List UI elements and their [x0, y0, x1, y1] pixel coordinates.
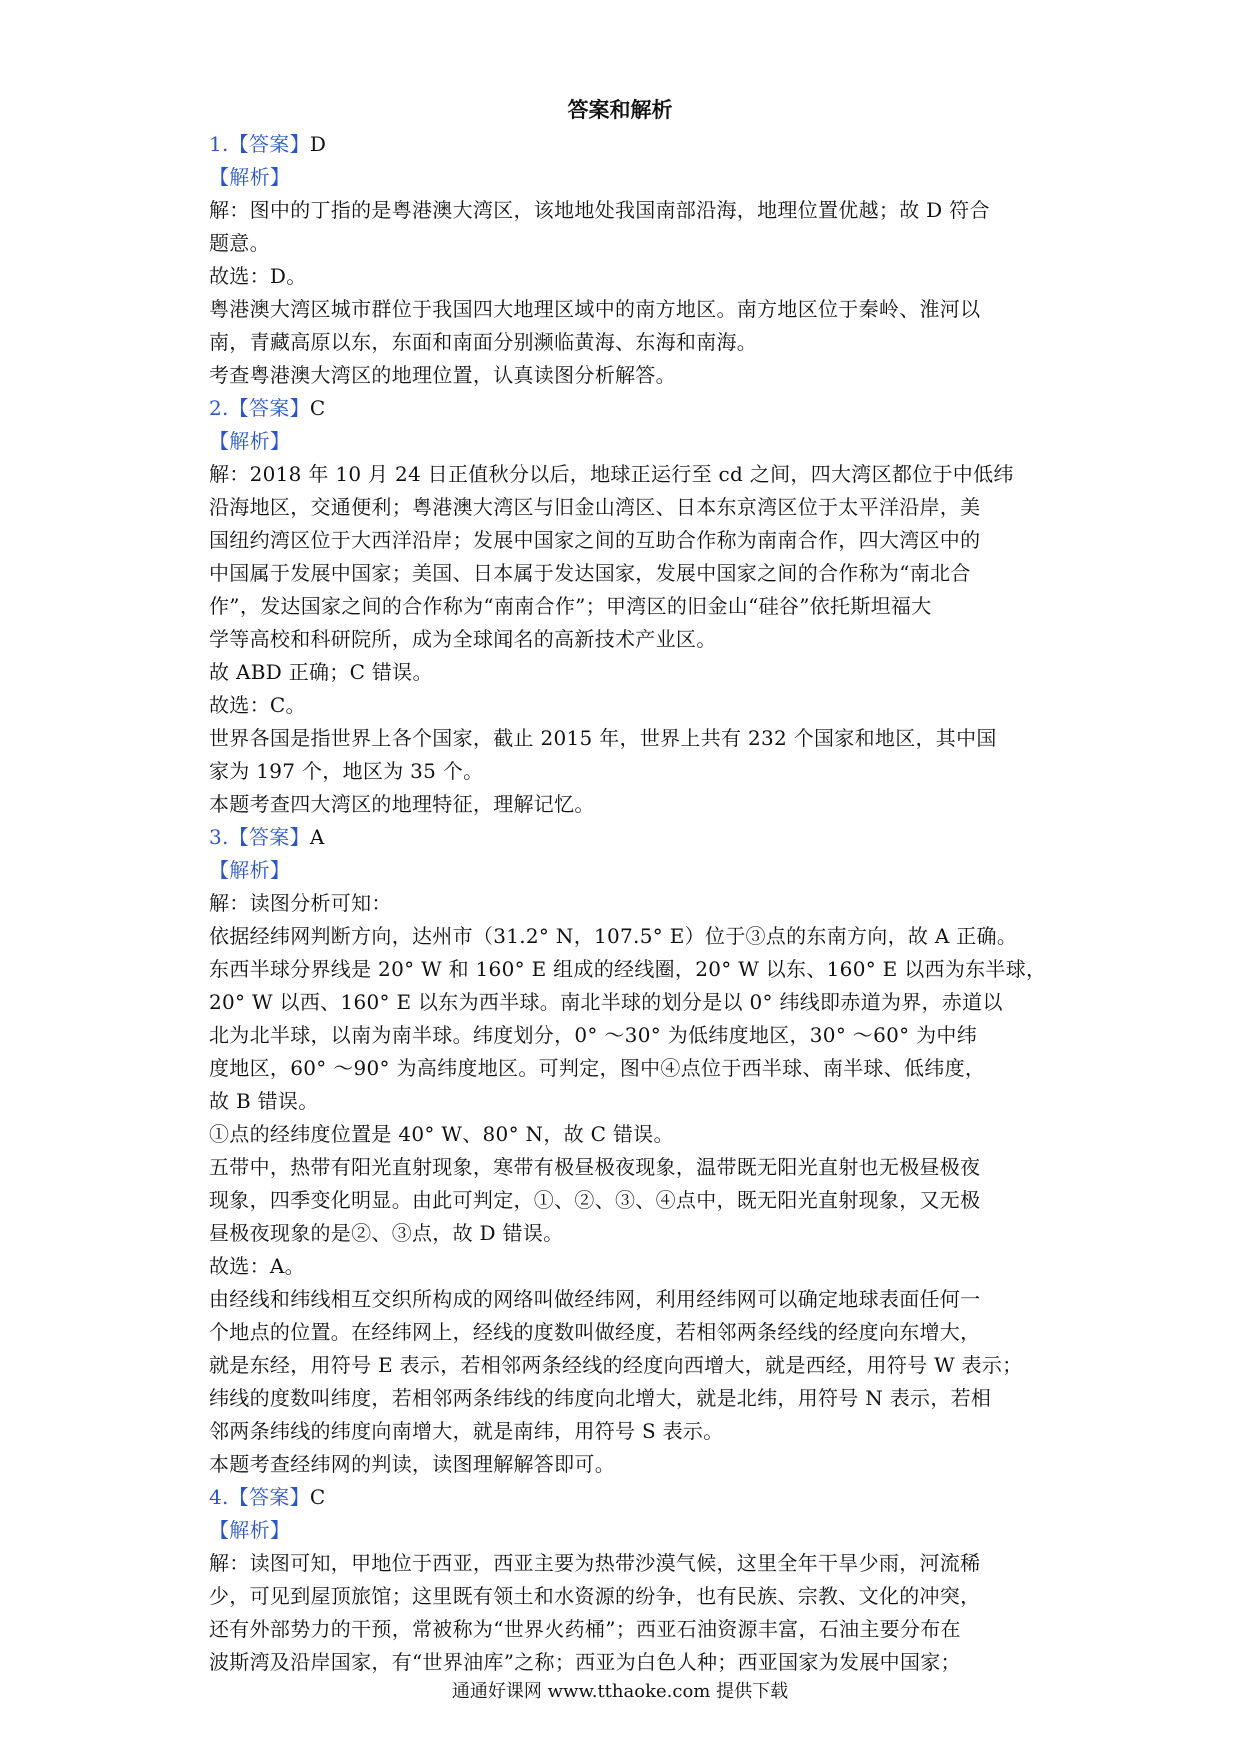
answer-content [209, 128, 1047, 1679]
text-line: 国纽约湾区位于大西洋沿岸；发展中国家之间的互助合作称为南南合作，四大湾区中的 [209, 528, 981, 552]
text-line: 中国属于发展中国家；美国、日本属于发达国家，发展中国家之间的合作称为“南北合 [209, 561, 971, 585]
text-line: 五带中，热带有阳光直射现象，寒带有极昼极夜现象，温带既无阳光直射也无极昼极夜 [209, 1155, 981, 1179]
footer-credit: 通通好课网 www.tthaoke.com 提供下载 [451, 1681, 789, 1702]
text-line: 纬线的度数叫纬度，若相邻两条纬线的纬度向北增大，就是北纬，用符号 N 表示，若相 [209, 1386, 992, 1410]
text-line: 作”，发达国家之间的合作称为“南南合作”；甲湾区的旧金山“硅谷”依托斯坦福大 [209, 594, 932, 618]
answer-line: 1.【答案】D [209, 132, 327, 156]
text-line: 20° W 以西、160° E 以东为西半球。南北半球的划分是以 0° 纬线即赤道为界，赤道以 [209, 990, 1003, 1014]
text-line: 本题考查四大湾区的地理特征，理解记忆。 [209, 792, 595, 816]
text-line: 度地区，60° ～90° 为高纬度地区。可判定，图中④点位于西半球、南半球、低纬度， [209, 1056, 986, 1080]
text-line: 南，青藏高原以东，东面和南面分别濒临黄海、东海和南海。 [209, 330, 758, 354]
text-line: 学等高校和科研院所，成为全球闻名的高新技术产业区。 [209, 627, 717, 651]
answer-line: 2.【答案】C [209, 396, 326, 420]
text-line: 解：2018 年 10 月 24 日正值秋分以后，地球正运行至 cd 之间，四大湾区都位于中低纬 [209, 462, 1014, 486]
page-title: 答案和解析 [567, 97, 673, 122]
analysis-label: 【解析】 [209, 1518, 291, 1542]
text-line: 题意。 [209, 231, 270, 255]
analysis-label: 【解析】 [209, 858, 291, 882]
text-line: 故 ABD 正确；C 错误。 [209, 660, 433, 684]
text-line: 故选：C。 [209, 693, 306, 717]
text-line: 东西半球分界线是 20° W 和 160° E 组成的经线圈，20° W 以东、160° E 以西为东半球， [209, 957, 1047, 981]
text-line: 解：读图分析可知： [209, 891, 392, 915]
answer-line: 3.【答案】A [209, 825, 325, 849]
text-line: 依据经纬网判断方向，达州市（31.2° N，107.5° E）位于③点的东南方向，故 A 正确。 [209, 924, 1018, 948]
text-line: 粤港澳大湾区城市群位于我国四大地理区域中的南方地区。南方地区位于秦岭、淮河以 [209, 297, 981, 321]
text-line: 世界各国是指世界上各个国家，截止 2015 年，世界上共有 232 个国家和地区，其中国 [209, 726, 997, 750]
text-line: 故选：A。 [209, 1254, 305, 1278]
answer-line: 4.【答案】C [209, 1485, 326, 1509]
text-line: 就是东经，用符号 E 表示，若相邻两条经线的经度向西增大，就是西经，用符号 W 表示； [209, 1353, 1023, 1377]
text-line: 个地点的位置。在经纬网上，经线的度数叫做经度，若相邻两条经线的经度向东增大， [209, 1320, 981, 1344]
text-line: 沿海地区，交通便利；粤港澳大湾区与旧金山湾区、日本东京湾区位于太平洋沿岸，美 [209, 495, 981, 519]
text-line: 少，可见到屋顶旅馆；这里既有领土和水资源的纷争，也有民族、宗教、文化的冲突， [209, 1584, 981, 1608]
text-line: 现象，四季变化明显。由此可判定，①、②、③、④点中，既无阳光直射现象，又无极 [209, 1188, 981, 1212]
text-line: 波斯湾及沿岸国家，有“世界油库”之称；西亚为白色人种；西亚国家为发展中国家； [209, 1650, 961, 1674]
text-line: 昼极夜现象的是②、③点，故 D 错误。 [209, 1221, 564, 1245]
text-line: 由经线和纬线相互交织所构成的网络叫做经纬网，利用经纬网可以确定地球表面任何一 [209, 1287, 981, 1311]
text-line: 北为北半球，以南为南半球。纬度划分，0° ～30° 为低纬度地区，30° ～60° 为中纬 [209, 1023, 978, 1047]
text-line: 考查粤港澳大湾区的地理位置，认真读图分析解答。 [209, 363, 676, 387]
text-line: 本题考查经纬网的判读，读图理解解答即可。 [209, 1452, 615, 1476]
text-line: 家为 197 个，地区为 35 个。 [209, 759, 484, 783]
text-line: ①点的经纬度位置是 40° W、80° N，故 C 错误。 [209, 1122, 674, 1146]
text-line: 解：读图可知，甲地位于西亚，西亚主要为热带沙漠气候，这里全年干旱少雨，河流稀 [209, 1551, 981, 1575]
text-line: 还有外部势力的干预，常被称为“世界火药桶”；西亚石油资源丰富，石油主要分布在 [209, 1617, 961, 1641]
analysis-label: 【解析】 [209, 165, 291, 189]
text-line: 解：图中的丁指的是粤港澳大湾区，该地地处我国南部沿海，地理位置优越；故 D 符合 [209, 198, 990, 222]
analysis-label: 【解析】 [209, 429, 291, 453]
text-line: 故选：D。 [209, 264, 307, 288]
text-line: 邻两条纬线的纬度向南增大，就是南纬，用符号 S 表示。 [209, 1419, 724, 1443]
text-line: 故 B 错误。 [209, 1089, 319, 1113]
